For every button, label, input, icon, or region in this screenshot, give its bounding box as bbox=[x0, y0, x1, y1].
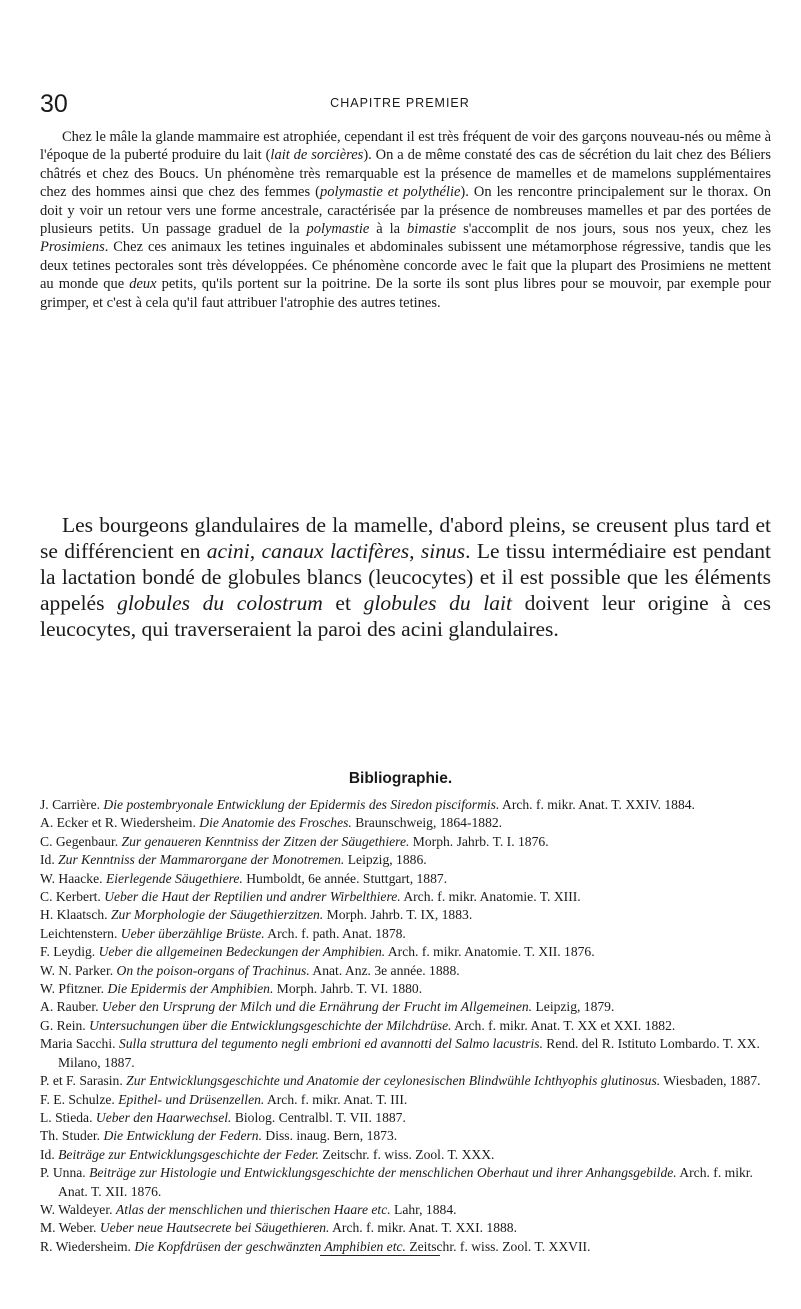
text-run: doivent leur origine à ces leucocytes, qui traverseraient la paroi des acini glandulaires. bbox=[40, 591, 771, 641]
entry-publication: Arch. f. path. Anat. 1878. bbox=[264, 925, 406, 941]
entry-publication: Arch. f. mikr. Anat. T. XII. 1876. bbox=[58, 1165, 753, 1199]
entry-publication: Zeitschr. f. wiss. Zool. T. XXVII. bbox=[405, 1238, 591, 1254]
entry-title: Zur Kenntniss der Mammarorgane der Monotremen. bbox=[58, 852, 345, 868]
bibliography-entry bbox=[40, 998, 771, 1016]
text-run: s'accomplit de nos jours, sous nos yeux, chez les bbox=[456, 221, 771, 238]
bibliography-entry bbox=[40, 1127, 771, 1145]
bibliography-entry bbox=[40, 870, 771, 888]
entry-title: Zur genaueren Kenntniss der Zitzen der Säugethiere. bbox=[121, 833, 410, 849]
text-run: et bbox=[322, 591, 364, 615]
entry-title: Ueber die allgemeinen Bedeckungen der Amphibien. bbox=[98, 944, 386, 960]
bibliography-entry bbox=[40, 1017, 771, 1035]
entry-author: H. Klaatsch. bbox=[40, 907, 111, 923]
entry-publication: Arch. f. mikr. Anat. T. XXIV. 1884. bbox=[499, 797, 695, 812]
entry-author: M. Weber. bbox=[40, 1220, 100, 1236]
entry-publication: Leipzig, 1886. bbox=[344, 852, 427, 868]
bibliography-entry bbox=[40, 814, 771, 832]
entry-publication: Braunschweig, 1864-1882. bbox=[351, 815, 503, 831]
bibliography-entry bbox=[40, 1109, 771, 1127]
entry-title: Zur Entwicklungsgeschichte und Anatomie der ceylonesischen Blindwühle Ichthyophis glutinosus. bbox=[126, 1073, 661, 1089]
entry-author: P. Unna. bbox=[40, 1165, 90, 1181]
bibliography-entry bbox=[40, 1219, 771, 1237]
entry-author: Maria Sacchi. bbox=[40, 1036, 119, 1052]
entry-author: P. et F. Sarasin. bbox=[40, 1073, 127, 1089]
italic-term: lait de sorcières bbox=[270, 147, 364, 164]
text-run: . Chez ces animaux les tetines inguinales et abdominales subissent une métamorphose régressive, tandis que les deux tetines pectorales sont très développées. Ce phénomène concorde avec le fait que la plupart des Prosimiens ne mettent au monde que bbox=[40, 239, 771, 293]
entry-publication: Arch. f. mikr. Anatomie. T. XIII. bbox=[400, 889, 581, 905]
bibliography-list bbox=[40, 796, 771, 1256]
italic-term: Prosimiens bbox=[40, 239, 105, 256]
italic-term: deux bbox=[129, 276, 157, 293]
paragraph-glandular-buds bbox=[40, 512, 771, 642]
text-run: ). On a de même constaté des cas de sécrétion du lait chez des Béliers châtrés et chez des Boucs. Un phénomène très remarquable est la présence de mamelles et de mamelons supplémentaires chez des hommes ainsi que chez des femmes ( bbox=[40, 147, 771, 201]
entry-title: Ueber neue Hautsecrete bei Säugethieren. bbox=[99, 1220, 330, 1236]
bibliography-entry bbox=[40, 962, 771, 980]
entry-publication: Arch. f. mikr. Anat. T. XX et XXI. 1882. bbox=[451, 1017, 676, 1033]
entry-author: A. Ecker et R. Wiedersheim. bbox=[40, 815, 200, 831]
entry-author: Leichtenstern. bbox=[40, 925, 121, 941]
bibliography-entry bbox=[40, 1164, 771, 1201]
entry-title: Die Entwicklung der Federn. bbox=[103, 1128, 262, 1144]
bibliography-entry bbox=[40, 796, 771, 814]
entry-publication: Anat. Anz. 3e année. 1888. bbox=[309, 962, 460, 978]
bibliography-heading: Bibliographie. bbox=[348, 770, 453, 787]
entry-title: Beiträge zur Histologie und Entwicklungsgeschichte der menschlichen Oberhaut und ihrer Anhangsgebilde. bbox=[89, 1165, 677, 1181]
entry-title: Ueber den Haarwechsel. bbox=[95, 1109, 232, 1125]
entry-author: Id. bbox=[40, 1146, 59, 1162]
entry-title: Die Anatomie des Frosches. bbox=[199, 815, 352, 831]
entry-publication: Arch. f. mikr. Anatomie. T. XII. 1876. bbox=[385, 944, 595, 960]
entry-title: Ueber die Haut der Reptilien und andrer Wirbelthiere. bbox=[104, 889, 401, 905]
text-run: . Le tissu intermédiaire est pendant la lactation bondé de globules blancs (leucocytes) et il est possible que les éléments appelés bbox=[40, 539, 771, 615]
bibliography-entry bbox=[40, 925, 771, 943]
end-divider bbox=[320, 1255, 440, 1256]
entry-publication: Biolog. Centralbl. T. VII. 1887. bbox=[231, 1109, 406, 1125]
entry-publication: Lahr, 1884. bbox=[390, 1201, 457, 1217]
page-number: 30 bbox=[40, 90, 68, 118]
running-head: CHAPITRE PREMIER bbox=[330, 96, 470, 110]
entry-title: Zur Morphologie der Säugethierzitzen. bbox=[110, 907, 324, 923]
entry-title: Die postembryonale Entwicklung der Epidermis des Siredon pisciformis. bbox=[103, 797, 500, 812]
entry-title: Atlas der menschlichen und thierischen Haare etc. bbox=[115, 1201, 391, 1217]
entry-publication: Arch. f. mikr. Anat. T. III. bbox=[264, 1091, 408, 1107]
entry-author: F. Leydig. bbox=[40, 944, 99, 960]
italic-term: polymastie et polythélie bbox=[319, 184, 461, 201]
bibliography-entry bbox=[40, 851, 771, 869]
italic-term: globules du colostrum bbox=[117, 591, 323, 615]
entry-publication: Morph. Jahrb. T. I. 1876. bbox=[409, 833, 549, 849]
bibliography-entry bbox=[40, 1072, 771, 1090]
entry-publication: Arch. f. mikr. Anat. T. XXI. 1888. bbox=[329, 1220, 517, 1236]
entry-title: On the poison-organs of Trachinus. bbox=[116, 962, 310, 978]
bibliography-entry bbox=[40, 980, 771, 998]
entry-author: G. Rein. bbox=[40, 1017, 90, 1033]
bibliography-entry bbox=[40, 906, 771, 924]
italic-term: acini, canaux lactifères, sinus bbox=[206, 539, 466, 563]
entry-author: R. Wiedersheim. bbox=[40, 1238, 135, 1254]
text-run: Chez le mâle la glande mammaire est atrophiée, cependant il est très fréquent de voir des garçons nouveau-nés ou même à l'époque de la puberté produire du lait ( bbox=[40, 129, 772, 164]
bibliography-entry bbox=[40, 943, 771, 961]
entry-author: J. Carrière. bbox=[40, 797, 104, 812]
entry-author: C. Kerbert. bbox=[40, 889, 105, 905]
entry-author: A. Rauber. bbox=[40, 999, 102, 1015]
entry-author: L. Stieda. bbox=[40, 1109, 96, 1125]
entry-title: Epithel- und Drüsenzellen. bbox=[118, 1091, 265, 1107]
entry-author: W. Pfitzner. bbox=[40, 981, 108, 997]
entry-publication: Leipzig, 1879. bbox=[532, 999, 615, 1015]
entry-title: Die Epidermis der Amphibien. bbox=[107, 981, 274, 997]
entry-publication: Wiesbaden, 1887. bbox=[660, 1073, 761, 1089]
bibliography-entry bbox=[40, 833, 771, 851]
entry-author: W. Haacke. bbox=[40, 870, 106, 886]
entry-author: Th. Studer. bbox=[40, 1128, 104, 1144]
text-run: à la bbox=[369, 221, 408, 238]
entry-author: W. Waldeyer. bbox=[40, 1201, 116, 1217]
text-run: ). On les rencontre principalement sur le thorax. On doit y voir un retour vers une forme ancestrale, caractérisée par la présence de nombreuses mamelles et par des portées de plusieurs petits. Un passage graduel de la bbox=[40, 184, 771, 238]
entry-publication: Diss. inaug. Bern, 1873. bbox=[262, 1128, 398, 1144]
bibliography-entry bbox=[40, 1201, 771, 1219]
italic-term: bimastie bbox=[407, 221, 457, 238]
entry-title: Eierlegende Säugethiere. bbox=[105, 870, 243, 886]
entry-publication: Morph. Jahrb. T. IX, 1883. bbox=[323, 907, 473, 923]
bibliography-entry bbox=[40, 1146, 771, 1164]
italic-term: polymastie bbox=[306, 221, 370, 238]
entry-publication: Rend. del R. Istituto Lombardo. T. XX. Milano, 1887. bbox=[58, 1036, 760, 1070]
entry-title: Ueber den Ursprung der Milch und die Ernährung der Frucht im Allgemeinen. bbox=[101, 999, 533, 1015]
text-run: petits, qu'ils portent sur la poitrine. De la sorte ils sont plus libres pour se mouvoir, par exemple pour grimper, et c'est à cela qu'il faut attribuer l'atrophie des autres tetines. bbox=[40, 276, 771, 311]
bibliography-entry bbox=[40, 1238, 771, 1256]
bibliography-entry bbox=[40, 1091, 771, 1109]
entry-title: Untersuchungen über die Entwicklungsgeschichte der Milchdrüse. bbox=[89, 1017, 452, 1033]
entry-author: W. N. Parker. bbox=[40, 962, 117, 978]
entry-title: Ueber überzählige Brüste. bbox=[120, 925, 265, 941]
entry-title: Die Kopfdrüsen der geschwänzten Amphibien etc. bbox=[134, 1238, 406, 1254]
page-header bbox=[40, 90, 760, 120]
entry-title: Sulla struttura del tegumento negli embrioni ed avannotti del Salmo lacustris. bbox=[118, 1036, 543, 1052]
text-run: Les bourgeons glandulaires de la mamelle, d'abord pleins, se creusent plus tard et se différencient en bbox=[40, 513, 771, 563]
entry-publication: Zeitschr. f. wiss. Zool. T. XXX. bbox=[319, 1146, 495, 1162]
entry-author: C. Gegenbaur. bbox=[40, 833, 122, 849]
entry-author: Id. bbox=[40, 852, 59, 868]
paragraph-mammary-atrophy bbox=[40, 128, 771, 312]
entry-publication: Morph. Jahrb. T. VI. 1880. bbox=[273, 981, 423, 997]
entry-publication: Humboldt, 6e année. Stuttgart, 1887. bbox=[242, 870, 448, 886]
entry-author: F. E. Schulze. bbox=[40, 1091, 119, 1107]
bibliography-entry bbox=[40, 1035, 771, 1072]
entry-title: Beiträge zur Entwicklungsgeschichte der Feder. bbox=[58, 1146, 319, 1162]
italic-term: globules du lait bbox=[363, 591, 512, 615]
bibliography-entry bbox=[40, 888, 771, 906]
